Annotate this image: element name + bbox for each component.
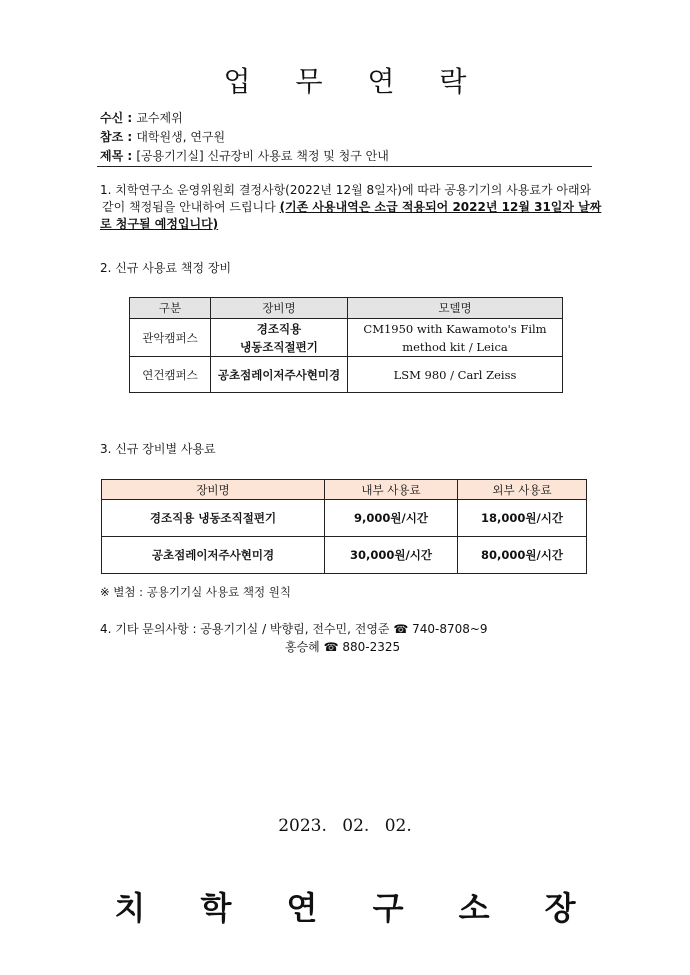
model-cell — [348, 319, 563, 357]
fee-equipment-cell: 경조직용 냉동조직절편기 — [102, 500, 325, 537]
column-header: 장비명 — [211, 298, 348, 319]
column-header: 구분 — [130, 298, 211, 319]
table-row — [102, 537, 587, 574]
subject-value: [공용기기실] 신규장비 사용료 책정 및 청구 안내 — [136, 149, 389, 163]
external-fee-cell: 80,000원/시간 — [458, 537, 587, 574]
document-title: 업 무 연 락 — [223, 65, 485, 98]
section1-line3-emphasis: 로 청구될 예정입니다) — [100, 217, 219, 231]
column-header: 장비명 — [102, 480, 325, 500]
equipment-cell: 공초점레이저주사현미경 — [211, 357, 348, 393]
campus-cell: 관악캠퍼스 — [130, 319, 211, 357]
section1-line2 — [100, 199, 600, 216]
section1-paragraph — [100, 182, 600, 233]
signature-title: 치 학 연 구 소 장 — [114, 889, 598, 927]
contact-line1: 4. 기타 문의사항 : 공용기기실 / 박향림, 전수민, 전영준 ☎ 740-8708~9 — [100, 622, 488, 636]
reference-line — [100, 128, 225, 145]
subject-label: 제목 : — [100, 149, 137, 163]
table-row — [130, 357, 563, 393]
recipient-label: 수신 : — [100, 111, 137, 125]
header-divider — [97, 166, 592, 167]
usage-fee-table — [101, 479, 587, 574]
attachment-note: ※ 별첨 : 공용기기실 사용료 책정 원칙 — [100, 585, 291, 599]
equipment-cell — [211, 319, 348, 357]
section1-line1: 1. 치학연구소 운영위원회 결정사항(2022년 12월 8일자)에 따라 공용기기의 사용료가 아래와 — [100, 183, 592, 197]
equipment-line2: 냉동조직절편기 — [240, 339, 318, 354]
column-header: 외부 사용료 — [458, 480, 587, 500]
reference-value: 대학원생, 연구원 — [136, 130, 226, 144]
table-header-row — [102, 480, 587, 500]
document-date: 2023. 02. 02. — [278, 816, 412, 836]
model-line2: method kit / Leica — [402, 339, 508, 354]
model-line1: CM1950 with Kawamoto's Film — [363, 321, 547, 336]
subject-line — [100, 147, 389, 164]
recipient-value: 교수제위 — [136, 111, 183, 125]
recipient-line — [100, 109, 183, 126]
column-header: 내부 사용료 — [325, 480, 458, 500]
section1-line2-emphasis: (기존 사용내역은 소급 적용되어 2022년 12월 31일자 날짜 — [279, 200, 602, 214]
campus-cell: 연건캠퍼스 — [130, 357, 211, 393]
fee-equipment-cell: 공초점레이저주사현미경 — [102, 537, 325, 574]
contact-line2: 홍승혜 ☎ 880-2325 — [285, 640, 401, 654]
section2-heading: 2. 신규 사용료 책정 장비 — [100, 261, 232, 275]
column-header: 모델명 — [348, 298, 563, 319]
table-row — [102, 500, 587, 537]
table-row — [130, 319, 563, 357]
internal-fee-cell: 30,000원/시간 — [325, 537, 458, 574]
table-header-row — [130, 298, 563, 319]
external-fee-cell: 18,000원/시간 — [458, 500, 587, 537]
internal-fee-cell: 9,000원/시간 — [325, 500, 458, 537]
equipment-line1: 경조직용 — [256, 321, 302, 336]
section1-line2-plain: 같이 책정됨을 안내하여 드립니다 — [102, 200, 280, 214]
reference-label: 참조 : — [100, 130, 137, 144]
section3-heading: 3. 신규 장비별 사용료 — [100, 442, 216, 456]
model-cell: LSM 980 / Carl Zeiss — [348, 357, 563, 393]
new-equipment-table — [129, 297, 563, 393]
